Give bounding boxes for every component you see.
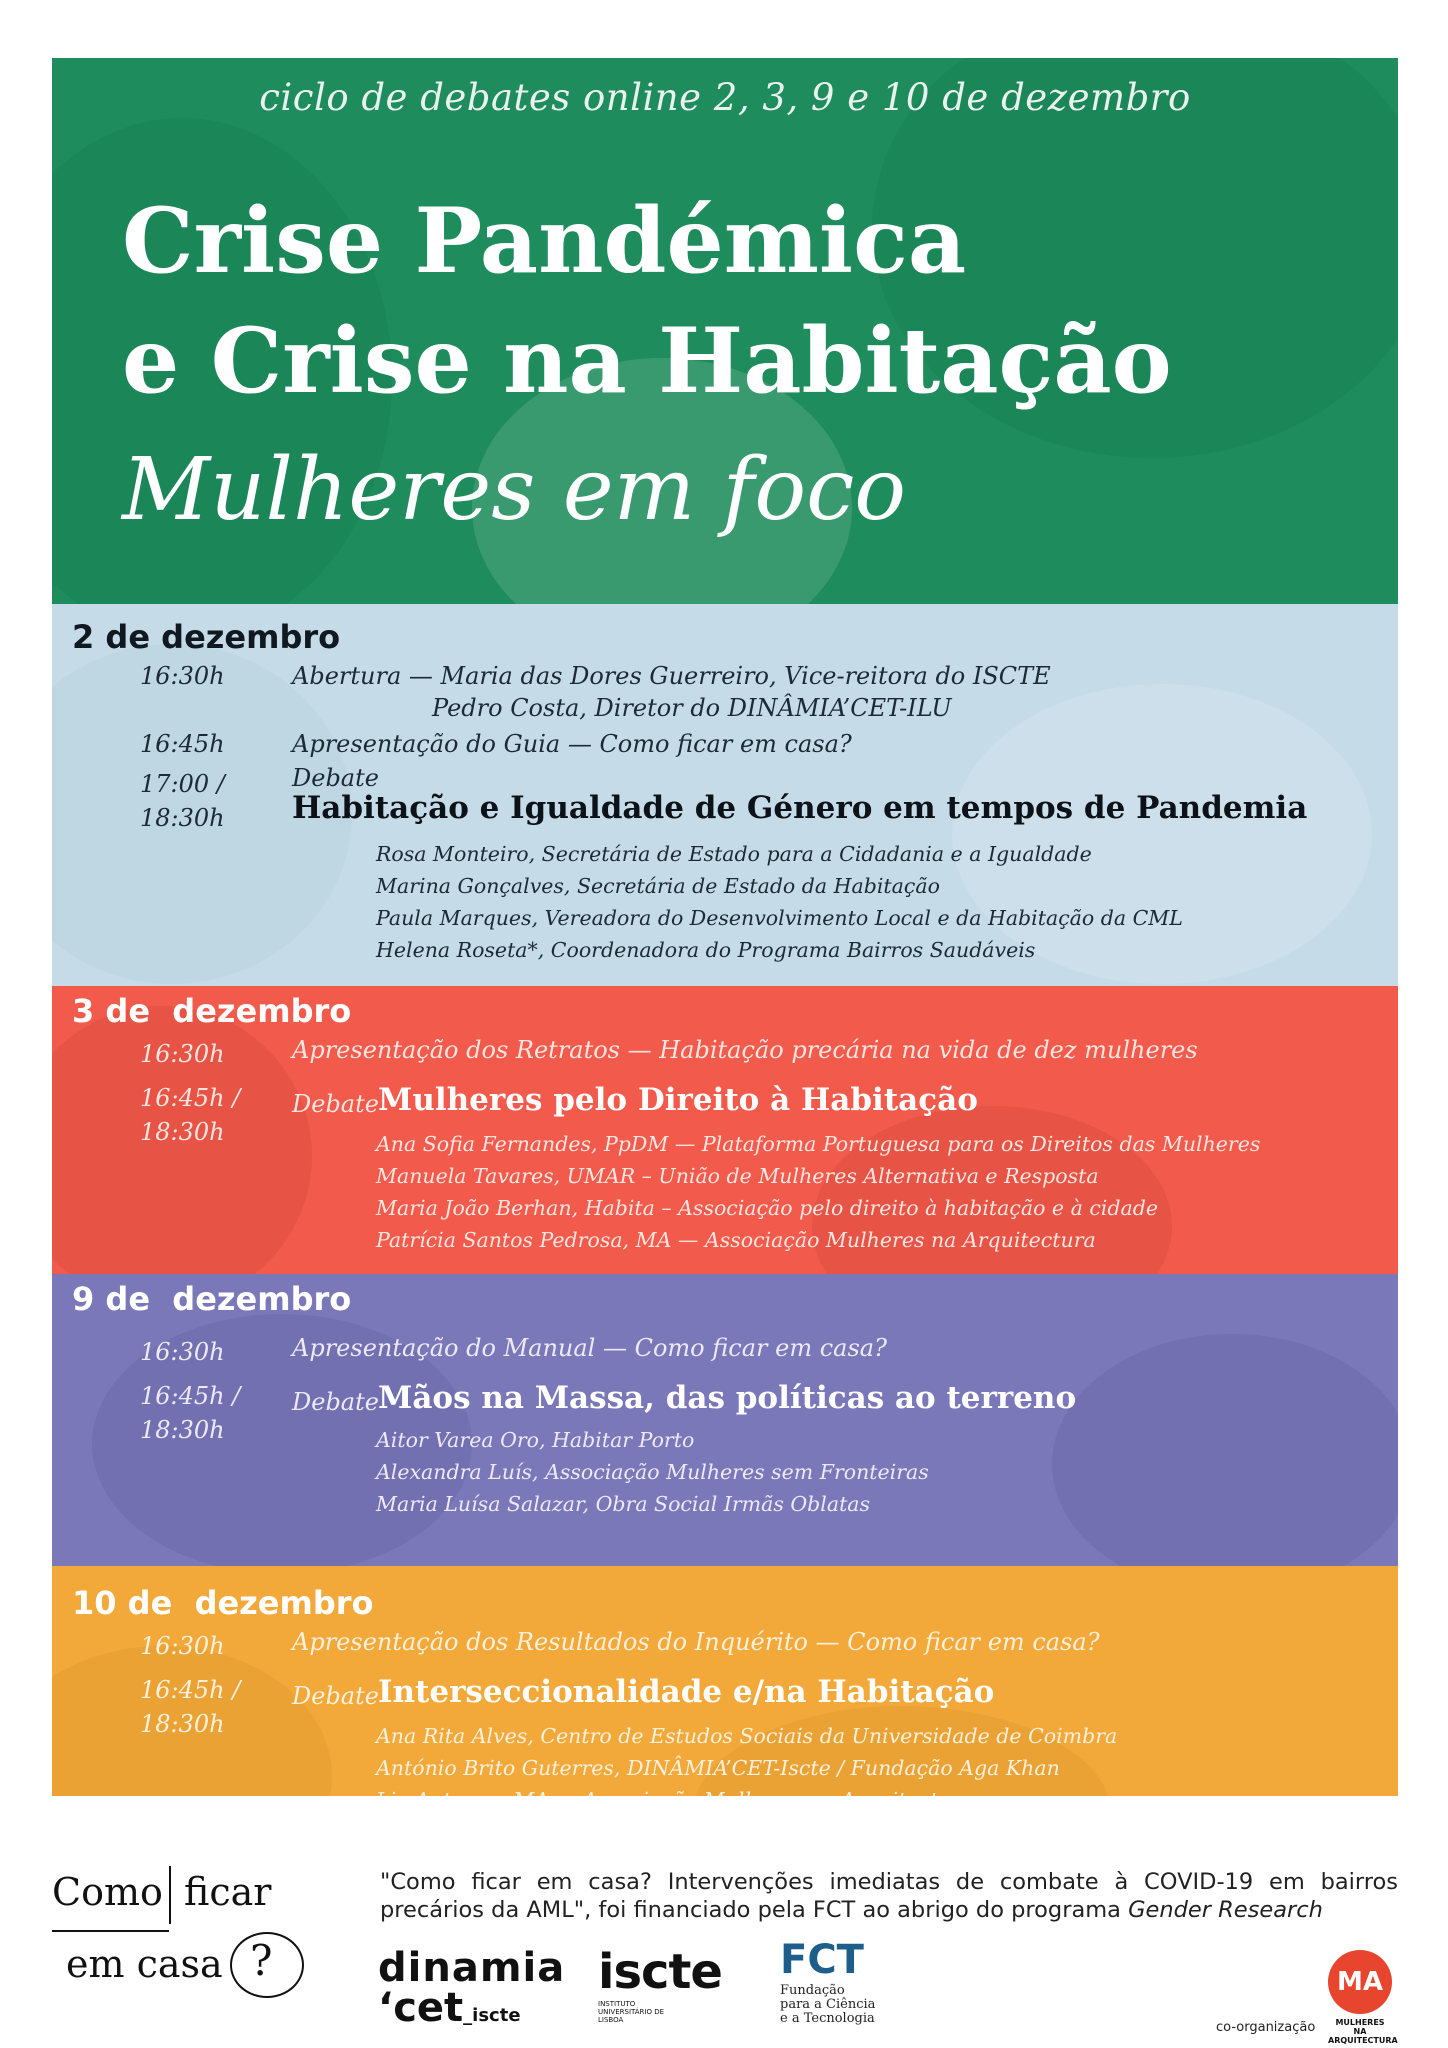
time-label: 16:45h / <box>140 1084 241 1112</box>
logo-divider <box>52 1930 169 1932</box>
tagline: ciclo de debates online 2, 3, 9 e 10 de dezembro <box>259 76 1191 119</box>
fct-sub-line: e a Tecnologia <box>780 2011 875 2026</box>
subtitle: Mulheres em foco <box>122 440 907 540</box>
debate-topic: Mãos na Massa, das políticas ao terreno <box>378 1380 1077 1416</box>
session-line: Abertura — Maria das Dores Guerreiro, Vice-reitora do ISCTE <box>292 662 1051 690</box>
speaker: Alexandra Luís, Associação Mulheres sem Fronteiras <box>376 1460 929 1484</box>
mulheres-na-arquitectura-logo <box>1328 1950 1398 2045</box>
dinamia-word: dinamia <box>378 1945 566 1991</box>
speaker: Paula Marques, Vereadora do Desenvolvimento Local e da Habitação da CML <box>376 906 1183 930</box>
debate-label: Debate <box>292 764 379 792</box>
logo-word-ficar: ficar <box>184 1870 272 1914</box>
time-label: 16:30h <box>140 1632 225 1660</box>
time-label: 16:45h / <box>140 1382 241 1410</box>
time-label: 18:30h <box>140 1710 225 1738</box>
debate-topic: Mulheres pelo Direito à Habitação <box>378 1082 978 1118</box>
ma-subtitle: MULHERES NA ARQUITECTURA <box>1328 2018 1398 2045</box>
day-section-9-dezembro <box>52 1274 1398 1566</box>
speaker: Rosa Monteiro, Secretária de Estado para a Cidadania e a Igualdade <box>376 842 1092 866</box>
session-line: Apresentação dos Retratos — Habitação precária na vida de dez mulheres <box>292 1036 1198 1064</box>
session-line: Apresentação dos Resultados do Inquérito — Como ficar em casa? <box>292 1628 1100 1656</box>
session-line: Apresentação do Manual — Como ficar em casa? <box>292 1334 887 1362</box>
day-date: 3 de dezembro <box>72 992 352 1030</box>
logo-question-mark: ? <box>250 1936 273 1985</box>
time-label: 18:30h <box>140 804 225 832</box>
iscte-suffix: _iscte <box>463 2005 521 2026</box>
speaker: Helena Roseta*, Coordenadora do Programa Bairros Saudáveis <box>376 938 1036 962</box>
time-label: 16:30h <box>140 1338 225 1366</box>
speaker: Ana Rita Alves, Centro de Estudos Sociais da Universidade de Coimbra <box>376 1724 1118 1748</box>
day-date: 2 de dezembro <box>72 618 341 656</box>
day-date: 9 de dezembro <box>72 1280 352 1318</box>
iscte-subtitle: INSTITUTO UNIVERSITÁRIO DE LISBOA <box>598 2000 665 2024</box>
dinamia-cet-logo <box>378 1945 566 2031</box>
logo-word-em-casa: em casa <box>66 1942 223 1986</box>
como-ficar-em-casa-logo <box>52 1866 302 2016</box>
day-date: 10 de dezembro <box>72 1584 374 1622</box>
cet-word: ‘cet <box>378 1985 464 2031</box>
debate-topic: Habitação e Igualdade de Género em tempos de Pandemia <box>292 790 1308 826</box>
debate-label: Debate <box>292 1388 379 1416</box>
debate-label: Debate <box>292 1682 379 1710</box>
funding-note <box>380 1868 1398 1924</box>
logo-word-como: Como <box>52 1870 163 1914</box>
speaker: Patrícia Santos Pedrosa, MA — Associação Mulheres na Arquitectura <box>376 1228 1096 1252</box>
title-line-2: e Crise na Habitação <box>122 308 1172 414</box>
time-label: 16:45h <box>140 730 225 758</box>
fct-word: FCT <box>780 1937 864 1983</box>
speaker: Aitor Varea Oro, Habitar Porto <box>376 1428 695 1452</box>
session-line: Pedro Costa, Diretor do DINÂMIA’CET-ILU <box>432 694 952 722</box>
iscte-logo <box>598 1944 722 2024</box>
fct-sub-line: Fundação <box>780 1983 845 1998</box>
time-label: 18:30h <box>140 1416 225 1444</box>
texture-shape <box>1052 1334 1398 1566</box>
funding-program: Gender Research <box>1128 1897 1323 1923</box>
session-line: Apresentação do Guia — Como ficar em casa? <box>292 730 852 758</box>
funding-text: "Como ficar em casa? Intervenções imediatas de combate à COVID-19 em bairros precários da AML", foi financiado pela FCT ao abrigo do programa <box>380 1869 1398 1923</box>
co-organization-label: co-organização <box>1216 2020 1316 2035</box>
debate-label: Debate <box>292 1090 379 1118</box>
header-banner <box>52 58 1398 604</box>
ma-circle: MA <box>1328 1950 1392 2014</box>
time-label: 16:30h <box>140 662 225 690</box>
speaker: António Brito Guterres, DINÂMIA’CET-Iscte / Fundação Aga Khan <box>376 1756 1060 1780</box>
iscte-word: iscte <box>598 1944 722 2000</box>
day-section-2-dezembro <box>52 604 1398 986</box>
speaker: Ana Sofia Fernandes, PpDM — Plataforma Portuguesa para os Direitos das Mulheres <box>376 1132 1261 1156</box>
time-label: 17:00 / <box>140 770 225 798</box>
debate-topic: Interseccionalidade e/na Habitação <box>378 1674 995 1710</box>
speaker: Maria Luísa Salazar, Obra Social Irmãs Oblatas <box>376 1492 871 1516</box>
title-line-1: Crise Pandémica <box>122 188 967 294</box>
time-label: 16:30h <box>140 1040 225 1068</box>
time-label: 16:45h / <box>140 1676 241 1704</box>
fct-sub-line: para a Ciência <box>780 1997 876 2012</box>
fct-logo <box>780 1937 876 2026</box>
speaker: Maria João Berhan, Habita – Associação pelo direito à habitação e à cidade <box>376 1196 1158 1220</box>
day-section-3-dezembro <box>52 986 1398 1274</box>
speaker: Marina Gonçalves, Secretária de Estado da Habitação <box>376 874 940 898</box>
speaker: Manuela Tavares, UMAR – União de Mulheres Alternativa e Resposta <box>376 1164 1099 1188</box>
logo-divider <box>169 1866 171 1924</box>
time-label: 18:30h <box>140 1118 225 1146</box>
